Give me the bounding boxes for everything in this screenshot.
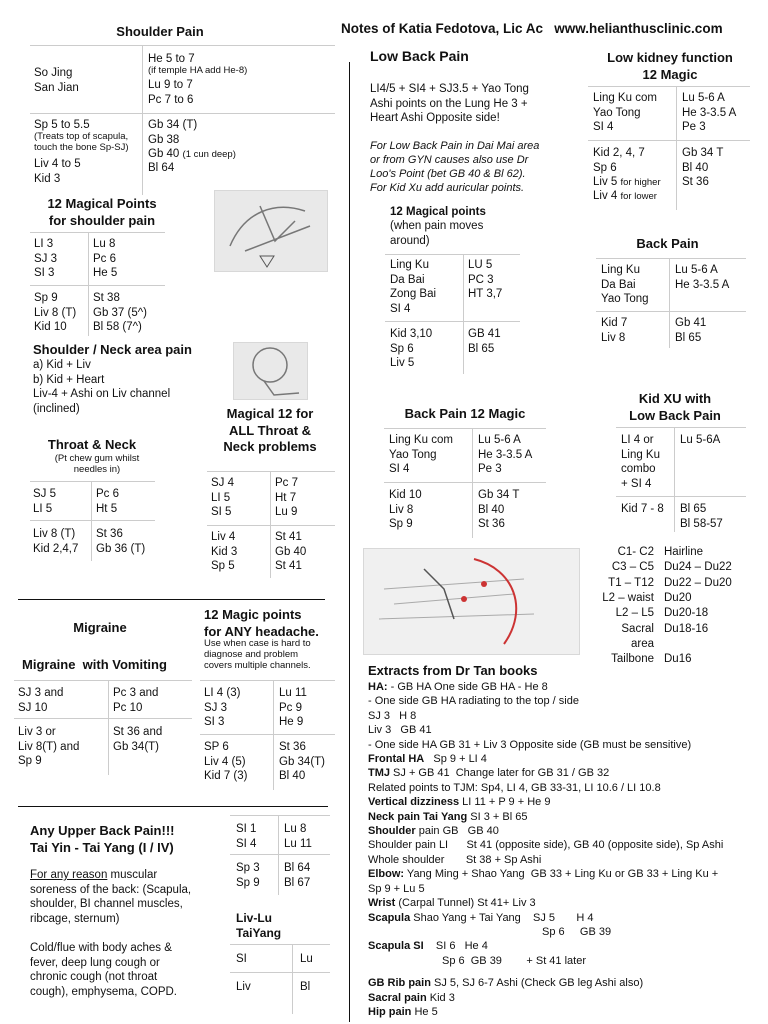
headache-a: LI 4 (3) SJ 3 SI 3: [204, 687, 241, 729]
kidney-b: Lu 5-6 A He 3-3.5 A Pe 3: [682, 92, 737, 134]
spine-row-points: Du22 – Du20: [664, 576, 732, 589]
spine-row: [596, 637, 766, 652]
spine-row: [596, 652, 766, 667]
magic12-lb-title: 12 Magical points: [390, 206, 486, 218]
magic12-lb-note: (when pain moves around): [390, 220, 484, 247]
backpain12-c: Kid 10 Liv 8 Sp 9: [389, 489, 422, 531]
migraine-c: Liv 3 or Liv 8(T) and Sp 9: [18, 726, 80, 768]
spine-row-level: C1- C2: [617, 546, 654, 558]
magic12-lb-d: GB 41 Bl 65: [468, 328, 501, 355]
spine-row-level: Sacral: [621, 622, 654, 635]
page-header: Notes of Katia Fedotova, Lic Ac www.helianthusclinic.com: [341, 21, 723, 36]
magic12-throat-d: St 41 Gb 40 St 41: [275, 531, 307, 573]
throat-b: Pc 6 Ht 5: [96, 488, 120, 515]
lowback-body: LI4/5 + SI4 + SJ3.5 + Yao Tong Ashi points on the Lung He 3 + Heart Ashi Opposite side!: [370, 83, 529, 125]
magic12-throat-a: SJ 4 LI 5 SI 5: [211, 477, 235, 519]
migraine-d: St 36 and Gb 34(T): [113, 726, 163, 753]
tan-title: Extracts from Dr Tan books: [368, 663, 538, 678]
livlu-d: Bl: [300, 981, 311, 993]
neck-body: a) Kid + Liv b) Kid + Heart Liv-4 + Ashi on Liv channel (inclined): [33, 359, 171, 416]
spine-row-points: Du18-16: [664, 622, 709, 635]
spine-row: [596, 560, 766, 575]
magic12-shoulder-a: LI 3 SJ 3 SI 3: [34, 238, 58, 280]
kidney-d: Gb 34 T Bl 40 St 36: [682, 147, 724, 189]
column-divider: [349, 62, 350, 1022]
spine-sketch-icon: [364, 549, 579, 654]
backpain12-b: Lu 5-6 A He 3-3.5 A Pe 3: [478, 434, 533, 476]
livlu-b: Lu: [300, 953, 313, 965]
kidxu-d: Bl 65 Bl 58-57: [680, 503, 723, 530]
spine-row-level: Tailbone: [611, 653, 654, 666]
magic12-shoulder-b: Lu 8 Pc 6 He 5: [93, 238, 118, 280]
upperback-title: Any Upper Back Pain!!! Tai Yin - Tai Yang (I / IV): [30, 823, 175, 855]
backpain12-title: Back Pain 12 Magic: [404, 406, 526, 421]
hand-sketch-icon: [215, 191, 327, 271]
head-sketch-icon: [234, 343, 307, 399]
kidney-a: Ling Ku com Yao Tong SI 4: [593, 92, 657, 134]
headache-title: 12 Magic points for ANY headache.: [204, 607, 319, 639]
throat-a: SJ 5 LI 5: [33, 488, 57, 515]
hand-points-photo: [214, 190, 328, 272]
magic12-throat-title: Magical 12 for ALL Throat & Neck problems: [223, 406, 317, 455]
kidxu-a: LI 4 or Ling Ku combo + SI 4: [621, 434, 661, 491]
headache-d: St 36 Gb 34(T) Bl 40: [279, 741, 326, 783]
magic12-lb-a: Ling Ku Da Bai Zong Bai SI 4: [390, 259, 437, 316]
migraine-b: Pc 3 and Pc 10: [113, 687, 159, 714]
magic12-throat-b: Pc 7 Ht 7 Lu 9: [275, 477, 299, 519]
backpain12-a: Ling Ku com Yao Tong SI 4: [389, 434, 453, 476]
upperback-a: SI 1 SI 4: [236, 823, 257, 850]
spine-row-level: L2 – waist: [602, 591, 654, 604]
backpain-d: Gb 41 Bl 65: [675, 317, 707, 344]
upperback-c: Sp 3 Sp 9: [236, 862, 260, 889]
neck-title: Shoulder / Neck area pain: [33, 342, 192, 357]
shoulder-r1-right-2: (if temple HA add He-8): [148, 65, 248, 76]
upperback-d: Bl 64 Bl 67: [284, 862, 311, 889]
livlu-a: SI: [236, 953, 247, 965]
upperback-b: Lu 8 Lu 11: [284, 823, 312, 850]
shoulder-r2-left-3: Liv 4 to 5 Kid 3: [34, 158, 81, 185]
spine-row-points: Hairline: [664, 546, 703, 558]
migraine-title: Migraine: [73, 620, 127, 635]
backpain-a: Ling Ku Da Bai Yao Tong: [601, 264, 649, 306]
backpain-c: Kid 7 Liv 8: [601, 317, 628, 344]
migraine-a: SJ 3 and SJ 10: [18, 687, 64, 714]
spine-row: [596, 622, 766, 637]
spine-row-points: Du20: [664, 591, 692, 604]
magic12-shoulder-d: St 38 Gb 37 (5^) Bl 58 (7^): [93, 292, 147, 334]
spine-row: [596, 606, 766, 621]
kidxu-b: Lu 5-6A: [680, 434, 721, 446]
spine-row-points: Du24 – Du22: [664, 561, 732, 574]
shoulder-r2-right-2: Gb 40 (1 cun deep): [148, 148, 236, 160]
backpain-title: Back Pain: [636, 236, 699, 251]
spine-row: [596, 591, 766, 606]
spine-row-level: area: [630, 637, 654, 650]
throat-c: Liv 8 (T) Kid 2,4,7: [33, 528, 79, 555]
kidney-c1: Kid 2, 4, 7 Sp 6: [593, 147, 645, 174]
lowback-title: Low Back Pain: [370, 48, 469, 64]
tan-body: HA: - GB HA One side GB HA - He 8 - One side GB HA radiating to the top / side SJ 3 H 8 Liv 3 GB 41 - One side HA GB 31 + Liv 3 Opposite side (GB must be sensitive) Frontal HA Sp 9 + LI 4 TMJ SJ + GB 41 Change later for GB 31 / GB 32 Related points to TJM: Sp4, LI 4, GB 33-31, LI 10.6 / LI 10.8 Vertical dizziness LI 11 + P 9 + He 9 Neck pain Tai Yang SI 3 + Bl 65 Shoulder pain GB GB 40 Shoulder pain LI St 41 (opposite side), GB 40 (opposite side), Sp Ashi Whole shoulder St 38 + Sp Ashi Elbow: Yang Ming + Shao Yang GB 33 + Ling Ku or GB 33 + Ling Ku + Sp 9 + Lu 5 Wrist (Carpal Tunnel) St 41+ Liv 3 Scapula Shao Yang + Tai Yang SJ 5 H 4 Sp 6 GB 39 Scapula SI SI 6 He 4 Sp 6 GB 39 + St 41 later GB Rib pain SJ 5, SJ 6-7 Ashi (Check GB leg Ashi also) Sacral pain Kid 3 Hip pain He 5: [368, 681, 724, 1018]
backpain12-d: Gb 34 T Bl 40 St 36: [478, 489, 520, 531]
shoulder-r2-right-3: Bl 64: [148, 162, 175, 174]
spine-row-level: C3 – C5: [611, 561, 654, 574]
shoulder-r2-left-1: Sp 5 to 5.5: [34, 119, 90, 131]
magic12-lb-c: Kid 3,10 Sp 6 Liv 5: [390, 328, 433, 370]
spine-diagram-photo: [363, 548, 580, 655]
livlu-title: Liv-Lu TaiYang: [236, 911, 282, 941]
magic12-shoulder-c: Sp 9 Liv 8 (T) Kid 10: [34, 292, 77, 334]
throat-d: St 36 Gb 36 (T): [96, 528, 146, 555]
upperback-p1: For any reason muscular soreness of the back: (Scapula, shoulder, BI channel muscles, ribcage, sternum): [30, 869, 192, 926]
kidney-c3: Liv 4 for lower: [593, 190, 657, 202]
backpain-b: Lu 5-6 A He 3-3.5 A: [675, 264, 730, 291]
shoulder-title: Shoulder Pain: [116, 24, 204, 39]
migraine-subtitle: Migraine with Vomiting: [22, 657, 167, 672]
lowback-note: For Low Back Pain in Dai Mai area or from GYN causes also use Dr Loo's Point (bet GB 40 & Bl 62). For Kid Xu add auricular points.: [370, 140, 540, 195]
ear-photo: [233, 342, 308, 400]
kidxu-title: Kid XU with Low Back Pain: [629, 391, 721, 423]
headache-note: Use when case is hard to diagnose and problem covers multiple channels.: [204, 638, 311, 671]
spine-row: [596, 576, 766, 591]
shoulder-r2-right-1: Gb 34 (T) Gb 38: [148, 119, 198, 146]
headache-b: Lu 11 Pc 9 He 9: [279, 687, 307, 729]
headache-c: SP 6 Liv 4 (5) Kid 7 (3): [204, 741, 248, 783]
spine-row-level: T1 – T12: [608, 576, 654, 589]
throat-title: Throat & Neck: [47, 437, 137, 452]
shoulder-r1-right-3: Lu 9 to 7 Pc 7 to 6: [148, 79, 194, 106]
spine-row-level: L2 – L5: [615, 607, 654, 620]
shoulder-r1-left: So Jing San Jian: [34, 67, 79, 94]
magic12-throat-c: Liv 4 Kid 3 Sp 5: [211, 531, 238, 573]
magic12-shoulder-title: 12 Magical Points for shoulder pain: [47, 196, 157, 228]
spine-row: [596, 545, 766, 560]
throat-note: (Pt chew gum whilst needles in): [54, 453, 140, 475]
upperback-p2: Cold/flue with body aches & fever, deep lung cough or chronic cough (not throat cough), emphysema, COPD.: [30, 942, 178, 999]
kidney-title: Low kidney function 12 Magic: [607, 50, 733, 82]
shoulder-r2-left-2: (Treats top of scapula, touch the bone Sp-SJ): [34, 131, 129, 153]
magic12-lb-b: LU 5 PC 3 HT 3,7: [468, 259, 503, 301]
kidney-c2: Liv 5 for higher: [593, 176, 661, 188]
spine-row-points: Du16: [664, 653, 692, 666]
shoulder-r1-right-1: He 5 to 7: [148, 53, 195, 65]
spine-row-points: Du20-18: [664, 607, 709, 620]
kidxu-c: Kid 7 - 8: [621, 503, 664, 515]
livlu-c: Liv: [236, 981, 251, 993]
